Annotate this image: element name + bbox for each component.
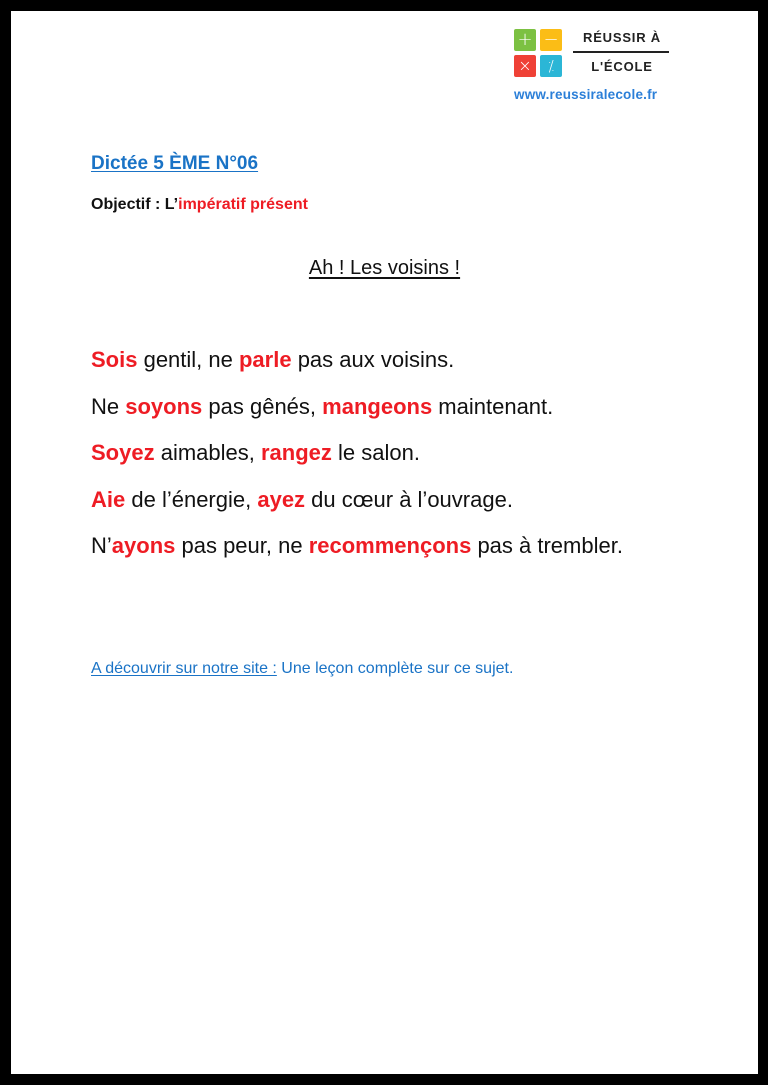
text: pas peur, ne <box>175 533 309 558</box>
dictation-text <box>91 346 623 579</box>
text: gentil, ne <box>137 347 239 372</box>
text: N’ <box>91 533 112 558</box>
verb: soyons <box>125 393 203 419</box>
logo-url-link[interactable]: www.reussiralecole.fr <box>514 87 658 102</box>
footer-text: Une leçon complète sur ce sujet. <box>276 660 514 677</box>
text: de l’énergie, <box>125 486 258 512</box>
verb: ayez <box>257 486 306 512</box>
verb: mangeons <box>322 393 433 419</box>
sentence <box>91 486 623 533</box>
logo-divider <box>573 51 669 53</box>
dictation-title-link[interactable]: Dictée 5 ÈME N°06 <box>91 153 259 174</box>
text: maintenant. <box>432 393 554 419</box>
text: Ne <box>91 393 126 419</box>
sentence <box>91 439 623 486</box>
text: du cœur à l’ouvrage. <box>305 486 513 512</box>
logo-icon-grid <box>514 29 564 79</box>
discover-site-link[interactable]: A découvrir sur notre site : <box>91 660 277 677</box>
text: pas gênés, <box>202 393 323 419</box>
sentence <box>91 532 623 579</box>
sentence <box>91 393 623 440</box>
verb: Sois <box>91 347 138 372</box>
percent-icon: ⁒ <box>540 55 562 77</box>
objective-label: Objectif : L’ <box>91 196 179 213</box>
text: aimables, <box>154 440 261 465</box>
verb: ayons <box>111 533 176 558</box>
text: pas aux voisins. <box>291 347 455 372</box>
verb: rangez <box>260 440 332 465</box>
times-icon: × <box>514 55 536 77</box>
objective <box>91 196 308 214</box>
text: pas à trembler. <box>471 533 623 558</box>
verb: Soyez <box>91 440 155 465</box>
story-title: Ah ! Les voisins ! <box>308 257 461 279</box>
verb: parle <box>238 347 292 372</box>
logo-text-line2: L'ÉCOLE <box>591 59 653 74</box>
document-page <box>11 11 758 1074</box>
logo-text-line1: RÉUSSIR À <box>583 30 661 45</box>
verb: Aie <box>91 486 126 512</box>
verb: recommençons <box>308 533 472 558</box>
logo[interactable] <box>514 29 684 109</box>
plus-icon: + <box>514 29 536 51</box>
sentence <box>91 346 623 393</box>
objective-highlight: impératif présent <box>178 196 308 213</box>
text: le salon. <box>331 440 420 465</box>
footer <box>91 660 513 678</box>
minus-icon: − <box>540 29 562 51</box>
